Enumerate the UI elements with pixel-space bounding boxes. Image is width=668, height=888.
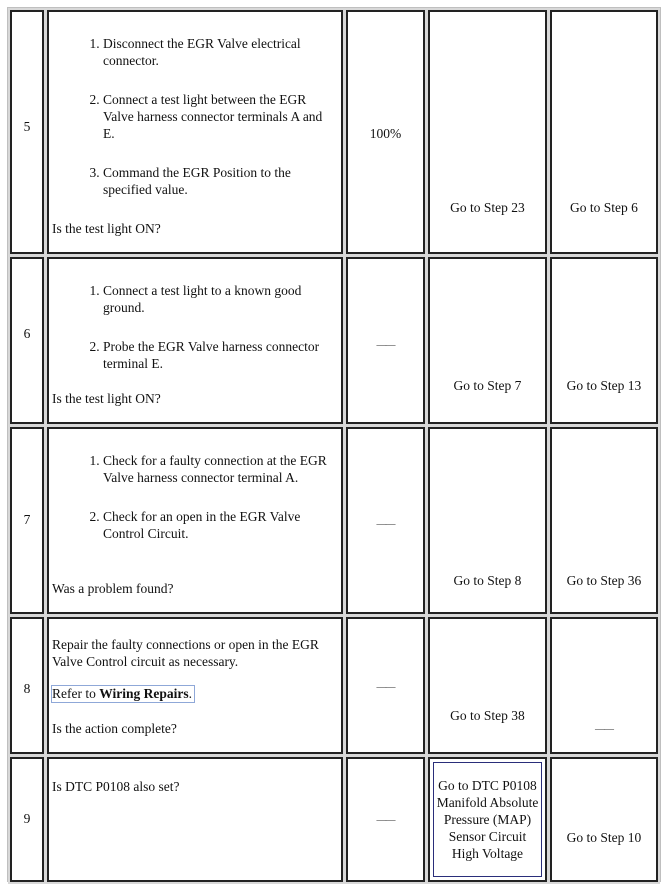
value-cell bbox=[346, 10, 425, 254]
action-item: 3. Command the EGR Position to the specified value. bbox=[103, 164, 335, 198]
value-text: —— bbox=[376, 519, 395, 530]
step-cell bbox=[10, 427, 44, 614]
dtc-link-line: High Voltage bbox=[451, 846, 524, 861]
yes-link[interactable]: Go to Step 23 bbox=[450, 200, 525, 215]
refer-line bbox=[52, 685, 335, 703]
action-cell bbox=[47, 617, 343, 754]
no-cell bbox=[550, 10, 658, 254]
question-text: Is DTC P0108 also set? bbox=[52, 779, 180, 794]
step-number: 7 bbox=[23, 512, 31, 527]
question-text: Is the test light ON? bbox=[52, 221, 161, 236]
action-list bbox=[73, 35, 335, 220]
refer-link-text: Wiring Repairs bbox=[99, 686, 189, 701]
no-link[interactable]: Go to Step 10 bbox=[566, 830, 642, 845]
no-cell bbox=[550, 617, 658, 754]
yes-cell bbox=[428, 757, 547, 882]
yes-link[interactable]: Go to Step 7 bbox=[453, 378, 522, 393]
dtc-link-line: Pressure (MAP) bbox=[443, 812, 532, 827]
refer-prefix: Refer to bbox=[52, 686, 100, 701]
question-text: Is the action complete? bbox=[52, 721, 177, 736]
step-number: 9 bbox=[23, 811, 31, 826]
no-link[interactable]: Go to Step 6 bbox=[570, 200, 638, 215]
value-cell bbox=[346, 617, 425, 754]
yes-cell bbox=[428, 257, 547, 424]
step-number: 8 bbox=[23, 681, 31, 696]
action-cell bbox=[47, 257, 343, 424]
yes-cell bbox=[428, 617, 547, 754]
dtc-link-line: Manifold Absolute bbox=[436, 795, 539, 810]
value-cell bbox=[346, 427, 425, 614]
yes-link[interactable]: Go to Step 8 bbox=[453, 573, 522, 588]
question-text: Was a problem found? bbox=[52, 581, 174, 596]
step-number: 6 bbox=[23, 326, 31, 341]
value-cell bbox=[346, 257, 425, 424]
action-cell bbox=[47, 757, 343, 882]
no-cell bbox=[550, 257, 658, 424]
no-link[interactable]: Go to Step 13 bbox=[566, 378, 642, 393]
value-text: —— bbox=[376, 815, 395, 826]
table-row bbox=[7, 10, 661, 254]
dtc-link-line: Go to DTC P0108 bbox=[438, 778, 537, 793]
action-text: Repair the faulty connections or open in the EGR Valve Control circuit as necessary. bbox=[52, 637, 319, 669]
yes-cell bbox=[428, 10, 547, 254]
action-item: 1. Connect a test light to a known good ground. bbox=[103, 282, 335, 316]
yes-link[interactable]: Go to Step 38 bbox=[450, 708, 525, 723]
refer-suffix: . bbox=[188, 686, 192, 701]
table-row bbox=[7, 427, 661, 614]
no-value: —— bbox=[595, 724, 613, 735]
question-text: Is the test light ON? bbox=[52, 391, 161, 406]
dtc-link-line: Sensor Circuit bbox=[448, 829, 527, 844]
table-row bbox=[7, 617, 661, 754]
action-item: 2. Connect a test light between the EGR Valve harness connector terminals A and E. bbox=[103, 91, 335, 142]
action-item: 1. Disconnect the EGR Valve electrical connector. bbox=[103, 35, 335, 69]
step-cell bbox=[10, 10, 44, 254]
no-cell bbox=[550, 757, 658, 882]
action-list bbox=[73, 452, 335, 564]
value-text: —— bbox=[376, 340, 395, 351]
action-cell bbox=[47, 10, 343, 254]
dtc-p0108-link[interactable] bbox=[433, 762, 542, 877]
yes-cell bbox=[428, 427, 547, 614]
no-link[interactable]: Go to Step 36 bbox=[566, 573, 642, 588]
action-cell bbox=[47, 427, 343, 614]
step-cell bbox=[10, 257, 44, 424]
no-cell bbox=[550, 427, 658, 614]
step-cell bbox=[10, 617, 44, 754]
table-row bbox=[7, 757, 661, 882]
wiring-repairs-link[interactable] bbox=[51, 685, 195, 703]
value-text: —— bbox=[376, 682, 395, 693]
action-item: 2. Check for an open in the EGR Valve Control Circuit. bbox=[103, 508, 335, 542]
action-item: 2. Probe the EGR Valve harness connector terminal E. bbox=[103, 338, 335, 372]
value-text: 100% bbox=[369, 126, 402, 141]
action-list bbox=[73, 282, 335, 394]
table-row bbox=[7, 257, 661, 424]
action-item: 1. Check for a faulty connection at the EGR Valve harness connector terminal A. bbox=[103, 452, 335, 486]
step-number: 5 bbox=[23, 119, 31, 134]
value-cell bbox=[346, 757, 425, 882]
diagnostic-table bbox=[7, 7, 661, 882]
step-cell bbox=[10, 757, 44, 882]
